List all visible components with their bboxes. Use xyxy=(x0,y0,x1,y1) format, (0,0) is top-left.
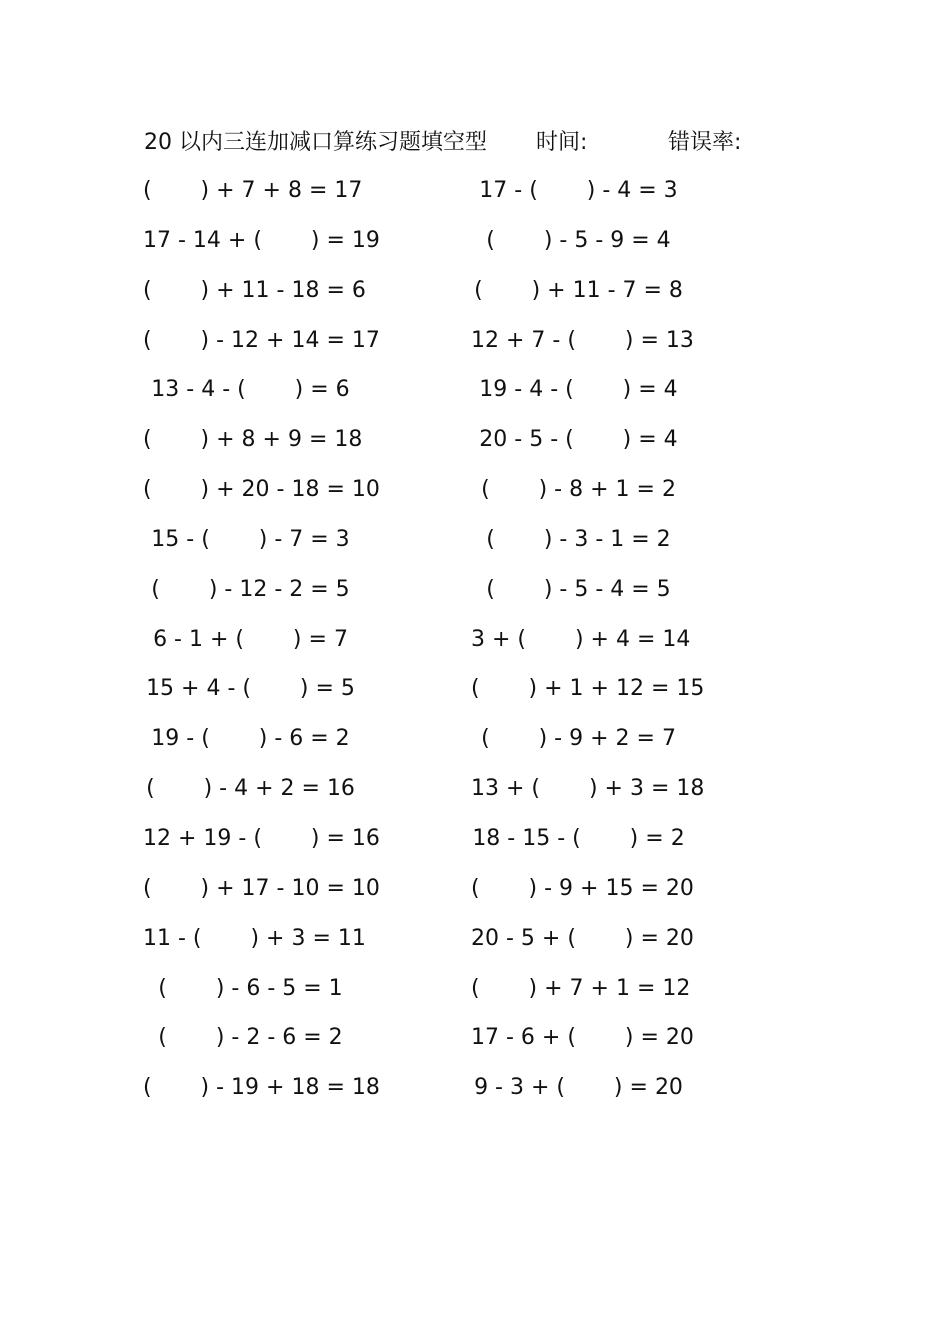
problem-row: ( ) + 20 - 18 = 10 xyxy=(143,477,380,503)
problem-row: ( ) - 8 + 1 = 2 xyxy=(481,477,676,503)
problem-row: 12 + 7 - ( ) = 13 xyxy=(471,327,694,353)
time-label: 时间: xyxy=(536,130,588,155)
problem-row: ( ) - 5 - 9 = 4 xyxy=(486,227,671,253)
error-rate-label: 错误率: xyxy=(668,130,742,155)
problem-row: ( ) + 8 + 9 = 18 xyxy=(143,427,363,453)
problem-row: ( ) + 7 + 1 = 12 xyxy=(471,975,691,1001)
problem-row: ( ) - 19 + 18 = 18 xyxy=(143,1075,380,1101)
problem-row: 20 - 5 + ( ) = 20 xyxy=(471,925,694,951)
problem-row: 19 - 4 - ( ) = 4 xyxy=(479,377,678,403)
problem-row: ( ) + 7 + 8 = 17 xyxy=(143,178,363,203)
problem-row: ( ) - 9 + 2 = 7 xyxy=(481,726,676,752)
problem-row: 19 - ( ) - 6 = 2 xyxy=(151,726,350,752)
problem-row: 11 - ( ) + 3 = 11 xyxy=(143,925,366,951)
problem-row: 17 - ( ) - 4 = 3 xyxy=(479,178,678,203)
left-problem-column xyxy=(143,173,383,1120)
problem-row: ( ) + 11 - 18 = 6 xyxy=(143,277,366,303)
problem-row: 18 - 15 - ( ) = 2 xyxy=(472,825,685,851)
problem-row: 6 - 1 + ( ) = 7 xyxy=(153,626,348,652)
problem-row: 15 - ( ) - 7 = 3 xyxy=(151,526,350,552)
problem-row: 9 - 3 + ( ) = 20 xyxy=(474,1075,683,1101)
problem-row: 20 - 5 - ( ) = 4 xyxy=(479,427,678,453)
problem-row: 3 + ( ) + 4 = 14 xyxy=(471,626,691,652)
problem-row: 17 - 6 + ( ) = 20 xyxy=(471,1025,694,1051)
worksheet-title: 20 以内三连加减口算练习题填空型 xyxy=(144,130,487,155)
problem-row: 15 + 4 - ( ) = 5 xyxy=(146,676,355,702)
problem-row: 17 - 14 + ( ) = 19 xyxy=(143,227,380,253)
problem-row: ( ) - 2 - 6 = 2 xyxy=(158,1025,343,1051)
problem-row: ( ) + 1 + 12 = 15 xyxy=(471,676,705,702)
problem-row: ( ) + 17 - 10 = 10 xyxy=(143,875,380,901)
problem-row: ( ) - 12 + 14 = 17 xyxy=(143,327,380,353)
problem-row: ( ) - 5 - 4 = 5 xyxy=(486,576,671,602)
problem-row: 13 + ( ) + 3 = 18 xyxy=(471,776,705,802)
worksheet-header xyxy=(144,126,784,160)
problem-row: ( ) - 6 - 5 = 1 xyxy=(158,975,343,1001)
problem-row: 13 - 4 - ( ) = 6 xyxy=(151,377,350,403)
problem-row: ( ) - 3 - 1 = 2 xyxy=(486,526,671,552)
problem-row: ( ) + 11 - 7 = 8 xyxy=(474,277,683,303)
problem-row: 12 + 19 - ( ) = 16 xyxy=(143,825,380,851)
problem-row: ( ) - 12 - 2 = 5 xyxy=(151,576,350,602)
right-problem-column xyxy=(471,173,711,1120)
problem-row: ( ) - 9 + 15 = 20 xyxy=(471,875,694,901)
problem-row: ( ) - 4 + 2 = 16 xyxy=(146,776,355,802)
